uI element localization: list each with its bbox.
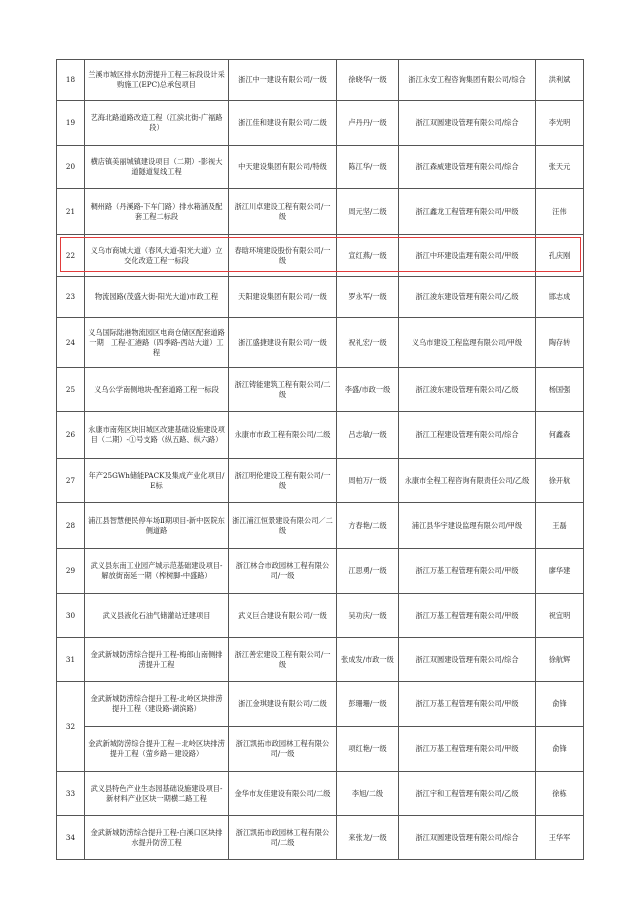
row-number: 34 — [57, 816, 85, 860]
table-row — [57, 459, 584, 503]
supervision-unit: 浙江浚东建设管理有限公司/乙级 — [399, 277, 536, 318]
project-name: 艺海北路道路改造工程（江滨北街-广福路段） — [85, 101, 229, 146]
table-row — [57, 638, 584, 682]
project-manager: 宣红燕/一级 — [337, 235, 399, 277]
supervision-unit: 永康市全程工程咨询有限责任公司/乙级 — [399, 459, 536, 503]
table-row — [57, 277, 584, 318]
project-manager: 李盛/市政一级 — [337, 368, 399, 412]
project-name: 金武新城防涝综合提升工程-梅郎山南侧排涝提升工程 — [85, 638, 229, 682]
supervision-unit: 浙江万基工程管理有限公司/甲级 — [399, 682, 536, 727]
row-number: 30 — [57, 594, 85, 638]
row-number: 29 — [57, 549, 85, 594]
row-number: 21 — [57, 189, 85, 235]
project-name: 武义县特色产业生态园基础设施建设项目-新材料产业区块一期横二路工程 — [85, 772, 229, 816]
supervision-unit: 浙江双圆建设管理有限公司/综合 — [399, 101, 536, 146]
project-manager: 吴功庆/一级 — [337, 594, 399, 638]
supervision-unit: 浦江县华宇建设监理有限公司/甲级 — [399, 503, 536, 549]
chief-supervisor: 徐栋 — [536, 772, 584, 816]
constructor-unit: 浙江盛捷建设有限公司/一级 — [229, 318, 337, 368]
project-manager: 卢丹丹/一级 — [337, 101, 399, 146]
project-table — [56, 59, 584, 860]
chief-supervisor: 徐开航 — [536, 459, 584, 503]
constructor-unit: 浙江金琪建设有限公司/二级 — [229, 682, 337, 727]
table-row — [57, 503, 584, 549]
chief-supervisor: 孔庆刚 — [536, 235, 584, 277]
project-manager: 李旭/二级 — [337, 772, 399, 816]
row-number: 33 — [57, 772, 85, 816]
supervision-unit: 浙江万基工程管理有限公司/甲级 — [399, 594, 536, 638]
row-number: 24 — [57, 318, 85, 368]
constructor-unit: 浙江中一建设有限公司/一级 — [229, 60, 337, 101]
project-manager: 陈江华/一级 — [337, 146, 399, 189]
constructor-unit: 金华市友佳建设有限公司/二级 — [229, 772, 337, 816]
chief-supervisor: 祝宜明 — [536, 594, 584, 638]
supervision-unit: 浙江工程建设管理有限公司/综合 — [399, 412, 536, 459]
supervision-unit: 浙江鑫龙工程管理有限公司/甲级 — [399, 189, 536, 235]
chief-supervisor: 邯志成 — [536, 277, 584, 318]
project-manager: 祝礼宏/一级 — [337, 318, 399, 368]
chief-supervisor: 徐航辉 — [536, 638, 584, 682]
chief-supervisor: 汪伟 — [536, 189, 584, 235]
chief-supervisor: 洪利斌 — [536, 60, 584, 101]
table-row — [57, 682, 584, 727]
project-name: 金武新城防涝综合提升工程-北岭区块排涝提升工程（建设路-湖滨路） — [85, 682, 229, 727]
project-name: 年产25GWh储能PACK及集成产业化项目/E标 — [85, 459, 229, 503]
chief-supervisor: 陶存转 — [536, 318, 584, 368]
project-manager: 周元坚/二级 — [337, 189, 399, 235]
table-row-highlighted — [57, 235, 584, 277]
row-number: 18 — [57, 60, 85, 101]
chief-supervisor: 李光明 — [536, 101, 584, 146]
table-row — [57, 189, 584, 235]
chief-supervisor: 杨国强 — [536, 368, 584, 412]
supervision-unit: 浙江万基工程管理有限公司/甲级 — [399, 549, 536, 594]
project-name: 永康市南苑区块旧城区改建基础设施建设项目（二期）-①号支路（纵五路、纵六路） — [85, 412, 229, 459]
project-manager: 罗永军/一级 — [337, 277, 399, 318]
row-number: 27 — [57, 459, 85, 503]
project-name: 稠州路（丹溪路-下车门路）排水箱涵及配套工程二标段 — [85, 189, 229, 235]
project-name: 横店镇美丽城镇建设项目（二期）-影视大道隧道复线工程 — [85, 146, 229, 189]
table-row — [57, 412, 584, 459]
table-row — [57, 727, 584, 772]
row-number: 32 — [57, 682, 85, 772]
supervision-unit: 浙江浚东建设管理有限公司/乙级 — [399, 368, 536, 412]
row-number: 25 — [57, 368, 85, 412]
table-row — [57, 772, 584, 816]
chief-supervisor: 俞锋 — [536, 727, 584, 772]
constructor-unit: 浙江凯拓市政园林工程有限公司/二级 — [229, 816, 337, 860]
constructor-unit: 武义巨合建设有限公司/一级 — [229, 594, 337, 638]
project-manager: 项红艳/一级 — [337, 727, 399, 772]
project-name: 金武新城防涝综合提升工程－北岭区块排涝提升工程（萤乡路－建设路） — [85, 727, 229, 772]
project-manager: 徐晓华/一级 — [337, 60, 399, 101]
supervision-unit: 浙江永安工程咨询集团有限公司/综合 — [399, 60, 536, 101]
table-row — [57, 146, 584, 189]
row-number: 26 — [57, 412, 85, 459]
project-manager: 彭珊珊/一级 — [337, 682, 399, 727]
project-name: 金武新城防涝综合提升工程-白溪口区块排水提升防涝工程 — [85, 816, 229, 860]
chief-supervisor: 俞锋 — [536, 682, 584, 727]
constructor-unit: 永康市市政工程有限公司/二级 — [229, 412, 337, 459]
project-manager: 吕志敏/一级 — [337, 412, 399, 459]
row-number: 22 — [57, 235, 85, 277]
constructor-unit: 浙江林合市政园林工程有限公司/一级 — [229, 549, 337, 594]
chief-supervisor: 廖华建 — [536, 549, 584, 594]
chief-supervisor: 何鑫森 — [536, 412, 584, 459]
project-manager: 方春艳/二级 — [337, 503, 399, 549]
supervision-unit: 浙江双圆建设管理有限公司/综合 — [399, 638, 536, 682]
constructor-unit: 浙江凯拓市政园林工程有限公司/一级 — [229, 727, 337, 772]
table-row — [57, 368, 584, 412]
constructor-unit: 浙江明伦建设工程有限公司/一级 — [229, 459, 337, 503]
table-row — [57, 549, 584, 594]
project-name: 物流园路(茂盛大街-阳光大道)市政工程 — [85, 277, 229, 318]
project-manager: 周柏万/一级 — [337, 459, 399, 503]
table-row — [57, 60, 584, 101]
project-name: 浦江县智慧便民停车场Ⅱ期项目-新中医院东侧道路 — [85, 503, 229, 549]
chief-supervisor: 王磊 — [536, 503, 584, 549]
row-number: 19 — [57, 101, 85, 146]
row-number: 28 — [57, 503, 85, 549]
table-row — [57, 594, 584, 638]
row-number: 23 — [57, 277, 85, 318]
table-row — [57, 101, 584, 146]
project-name: 兰溪市城区排水防涝提升工程三标段设计采购施工(EPC)总承包项目 — [85, 60, 229, 101]
row-number: 20 — [57, 146, 85, 189]
supervision-unit: 义乌市建设工程监理有限公司/甲级 — [399, 318, 536, 368]
constructor-unit: 浙江铸能建筑工程有限公司/二级 — [229, 368, 337, 412]
constructor-unit: 浙江川卓建设工程有限公司/一级 — [229, 189, 337, 235]
supervision-unit: 浙江宇和工程管理有限公司/乙级 — [399, 772, 536, 816]
project-name: 义乌公学南侧地块-配套道路工程一标段 — [85, 368, 229, 412]
constructor-unit: 天阳建设集团有限公司/一级 — [229, 277, 337, 318]
table-row — [57, 816, 584, 860]
project-name: 义乌国际陆港物流园区电商仓储区配套道路一期 工程-汇港路（四季路-西站大道）工程 — [85, 318, 229, 368]
project-manager: 江思勇/一级 — [337, 549, 399, 594]
supervision-unit: 浙江森威建设管理有限公司/综合 — [399, 146, 536, 189]
constructor-unit: 浙江善宏建设工程有限公司/一级 — [229, 638, 337, 682]
document-page — [56, 59, 583, 860]
supervision-unit: 浙江万基工程管理有限公司/甲级 — [399, 727, 536, 772]
project-manager: 来张龙/一级 — [337, 816, 399, 860]
supervision-unit: 浙江双圆建设管理有限公司/综合 — [399, 816, 536, 860]
project-name: 武义县东南工业园产城示范基础建设项目-解放街南延一期（榨树脚-中盛路） — [85, 549, 229, 594]
supervision-unit: 浙江中环建设监理有限公司/甲级 — [399, 235, 536, 277]
project-name: 武义县液化石油气储灌站迁建项目 — [85, 594, 229, 638]
row-number: 31 — [57, 638, 85, 682]
chief-supervisor: 张天元 — [536, 146, 584, 189]
table-row — [57, 318, 584, 368]
constructor-unit: 春晗环境建设股份有限公司/一级 — [229, 235, 337, 277]
project-name: 义乌市商城大道（春风大道-阳光大道）立交化改造工程一标段 — [85, 235, 229, 277]
constructor-unit: 浙江浦江恒景建设有限公司／二级 — [229, 503, 337, 549]
constructor-unit: 中天建设集团有限公司/特级 — [229, 146, 337, 189]
project-manager: 张成发/市政一级 — [337, 638, 399, 682]
constructor-unit: 浙江佳和建设有限公司/二级 — [229, 101, 337, 146]
chief-supervisor: 王华军 — [536, 816, 584, 860]
